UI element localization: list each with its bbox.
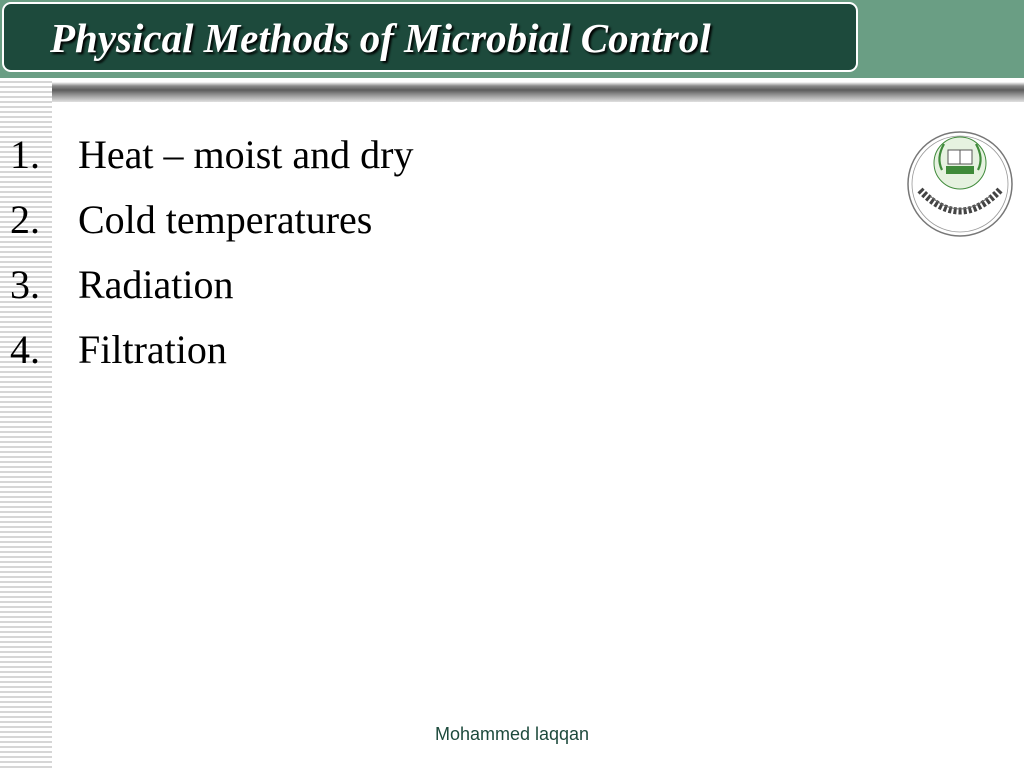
item-text: Cold temperatures [78,197,373,242]
item-text: Filtration [78,327,227,372]
title-box [2,2,858,72]
list-item [10,260,414,325]
footer-author: Mohammed laqqan [434,724,590,744]
item-number: 2. [10,197,40,242]
list-item [10,325,414,390]
methods-list [10,130,414,390]
item-text: Heat – moist and dry [78,132,414,177]
university-seal-icon [906,130,1014,238]
item-number: 3. [10,262,40,307]
list-item [10,130,414,195]
page-title: Physical Methods of Microbial Control [50,15,711,61]
item-number: 4. [10,327,40,372]
list-item [10,195,414,260]
item-number: 1. [10,132,40,177]
item-text: Radiation [78,262,234,307]
divider-bar [0,82,1024,102]
